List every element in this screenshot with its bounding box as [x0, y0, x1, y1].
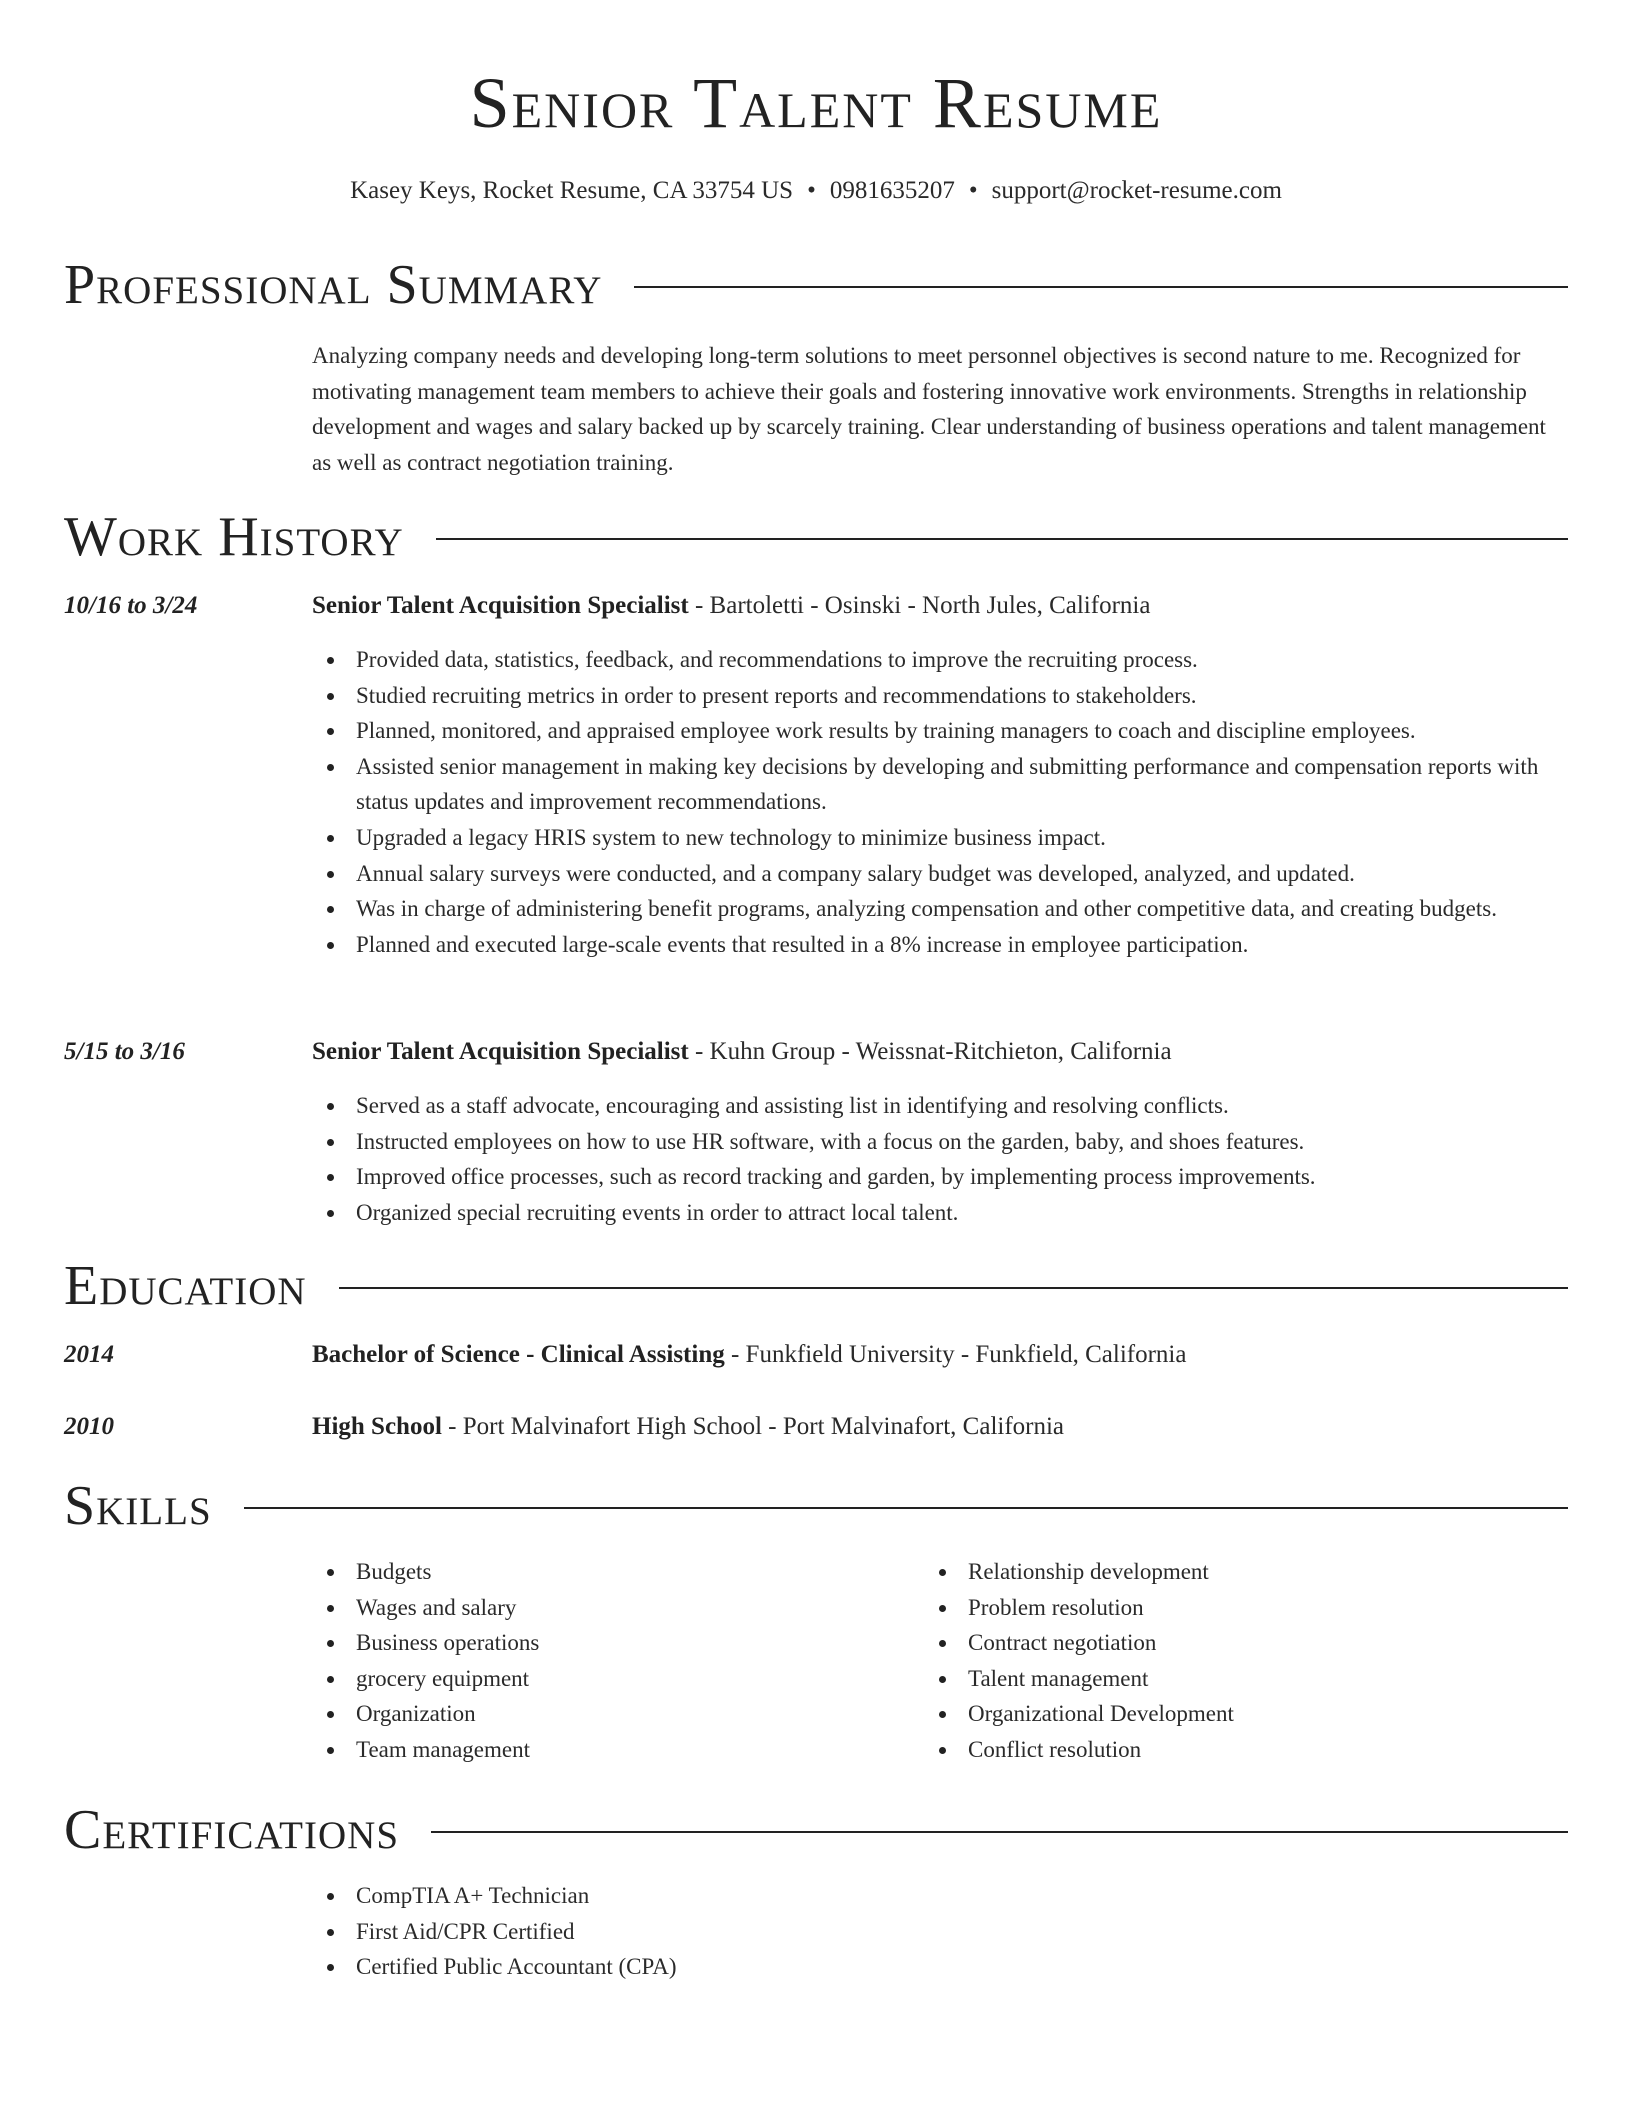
skills-list-left: [312, 1554, 872, 1768]
education-degree: Bachelor of Science - Clinical Assisting: [312, 1341, 725, 1368]
job-bullet: Assisted senior management in making key decisions by developing and submitting performance and compensation reports with status updates and improvement recommendations.: [312, 749, 1568, 820]
job-title: Senior Talent Acquisition Specialist: [312, 1038, 689, 1065]
education-degree: High School: [312, 1413, 442, 1440]
skill-item: Organizational Development: [924, 1696, 1484, 1732]
section-title: Professional Summary: [64, 254, 603, 316]
job-bullet: Planned and executed large-scale events that resulted in a 8% increase in employee participation.: [312, 927, 1568, 963]
skills-list-right: [924, 1554, 1484, 1768]
job-bullet: Served as a staff advocate, encouraging and assisting list in identifying and resolving conflicts.: [312, 1088, 1568, 1124]
education-section-heading: [64, 1251, 1568, 1321]
section-title: Education: [64, 1255, 307, 1317]
job-bullet: Provided data, statistics, feedback, and recommendations to improve the recruiting process.: [312, 642, 1568, 678]
education-year: 2010: [64, 1413, 114, 1440]
contact-email: support@rocket-resume.com: [991, 177, 1282, 204]
contact-separator: •: [968, 177, 978, 204]
skill-item: Contract negotiation: [924, 1625, 1484, 1661]
contact-address: Kasey Keys, Rocket Resume, CA 33754 US: [350, 177, 794, 204]
skill-item: Team management: [312, 1732, 872, 1768]
skill-item: grocery equipment: [312, 1661, 872, 1697]
contact-separator: •: [807, 177, 816, 204]
skill-item: Organization: [312, 1696, 872, 1732]
job-bullet: Upgraded a legacy HRIS system to new technology to minimize business impact.: [312, 820, 1568, 856]
certifications-section-heading: [64, 1795, 1568, 1865]
job-bullet: Studied recruiting metrics in order to present reports and recommendations to stakeholders.: [312, 678, 1568, 714]
section-divider: [436, 538, 1568, 540]
job-dates: 5/15 to 3/16: [64, 1038, 185, 1065]
job-bullets: [312, 642, 1568, 962]
certifications-list: [312, 1878, 1568, 1985]
job-bullet: Instructed employees on how to use HR software, with a focus on the garden, baby, and shoes features.: [312, 1124, 1568, 1160]
education-details: - Funkfield University - Funkfield, California: [724, 1341, 1187, 1368]
job-details: - Bartoletti - Osinski - North Jules, California: [688, 592, 1151, 619]
contact-phone: 0981635207: [829, 177, 955, 204]
skill-item: Relationship development: [924, 1554, 1484, 1590]
job-bullet: Improved office processes, such as record tracking and garden, by implementing process improvements.: [312, 1159, 1568, 1195]
skills-section-heading: [64, 1471, 1568, 1541]
education-entry: [312, 1338, 1568, 1372]
section-divider: [634, 286, 1568, 288]
skill-item: Wages and salary: [312, 1590, 872, 1626]
section-divider: [244, 1507, 1568, 1509]
section-divider: [431, 1831, 1568, 1833]
work-history-section-heading: [64, 502, 1568, 572]
job-dates: 10/16 to 3/24: [64, 592, 198, 619]
education-year: 2014: [64, 1341, 114, 1368]
section-title: Skills: [64, 1475, 212, 1537]
job-bullet: Planned, monitored, and appraised employee work results by training managers to coach and discipline employees.: [312, 713, 1568, 749]
contact-line: [0, 174, 1632, 208]
job-heading: [312, 1035, 1568, 1069]
section-title: Certifications: [64, 1799, 400, 1861]
job-details: - Kuhn Group - Weissnat-Ritchieton, California: [688, 1038, 1172, 1065]
education-details: - Port Malvinafort High School - Port Malvinafort, California: [441, 1413, 1065, 1440]
certification-item: CompTIA A+ Technician: [312, 1878, 1568, 1914]
skill-item: Conflict resolution: [924, 1732, 1484, 1768]
skill-item: Budgets: [312, 1554, 872, 1590]
section-divider: [339, 1287, 1568, 1289]
section-title: Work History: [64, 506, 404, 568]
job-bullet: Organized special recruiting events in order to attract local talent.: [312, 1195, 1568, 1231]
resume-title: Senior Talent Resume: [469, 63, 1163, 143]
skill-item: Business operations: [312, 1625, 872, 1661]
certification-item: Certified Public Accountant (CPA): [312, 1949, 1568, 1985]
job-bullet: Was in charge of administering benefit programs, analyzing compensation and other competitive data, and creating budgets.: [312, 891, 1568, 927]
job-bullets: [312, 1088, 1568, 1230]
job-title: Senior Talent Acquisition Specialist: [312, 592, 689, 619]
education-entry: [312, 1410, 1568, 1444]
job-heading: [312, 589, 1568, 623]
summary-section-heading: [64, 250, 1568, 320]
skill-item: Problem resolution: [924, 1590, 1484, 1626]
certification-item: First Aid/CPR Certified: [312, 1914, 1568, 1950]
skill-item: Talent management: [924, 1661, 1484, 1697]
summary-text: Analyzing company needs and developing long-term solutions to meet personnel objectives is second nature to me. Recognized for motivating management team members to achieve their goals and fostering innovative work environments. Strengths in relationship development and wages and salary backed up by scarcely training. Clear understanding of business operations and talent management as well as contract negotiation training.: [312, 343, 1546, 475]
job-bullet: Annual salary surveys were conducted, and a company salary budget was developed, analyzed, and updated.: [312, 856, 1568, 892]
